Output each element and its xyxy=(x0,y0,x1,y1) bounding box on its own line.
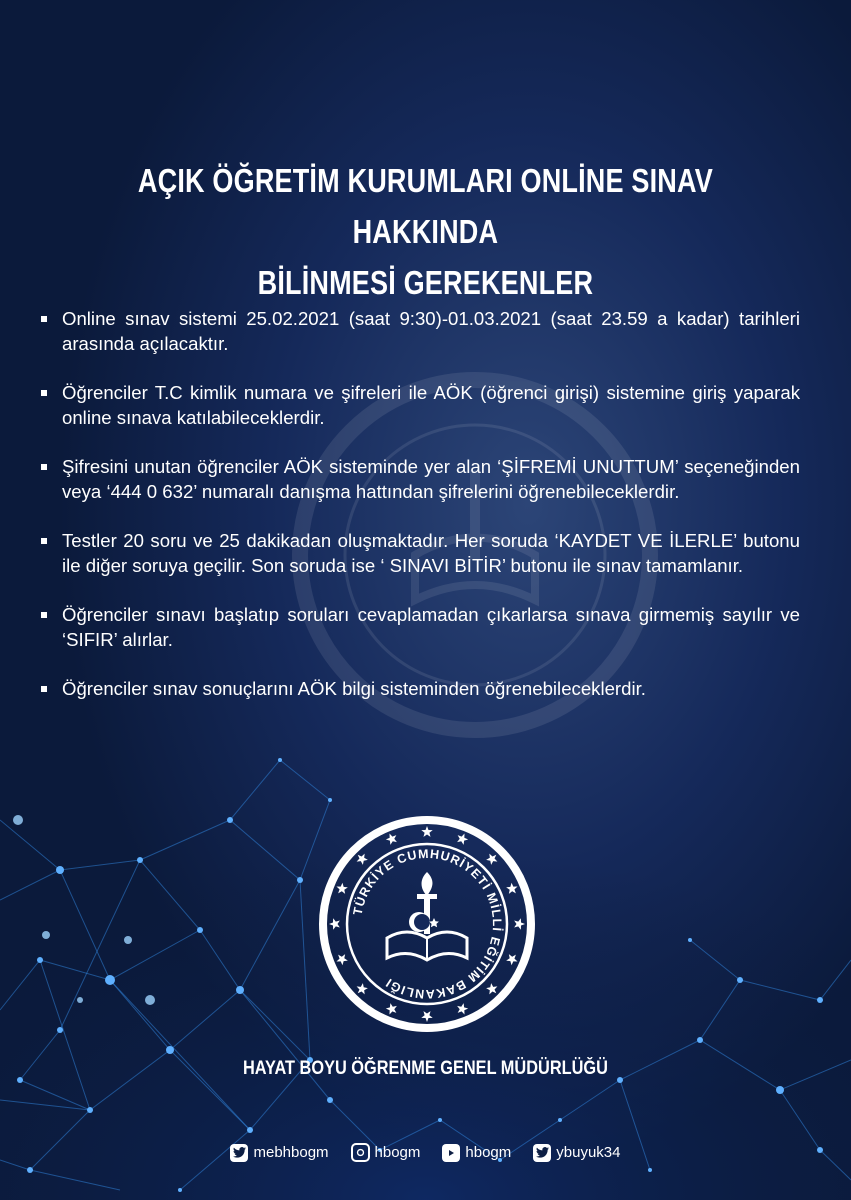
seal-star-icon xyxy=(457,833,468,844)
twitter-icon xyxy=(533,1144,551,1162)
page-title xyxy=(77,155,775,308)
list-item xyxy=(38,380,800,430)
twitter-icon xyxy=(230,1144,248,1162)
bullet-square-icon xyxy=(41,390,47,396)
social-twitter-ybuyuk34[interactable] xyxy=(533,1143,620,1162)
bullet-square-icon xyxy=(41,686,47,692)
list-item-text: Testler 20 soru ve 25 dakikadan oluşmaktadır. Her soruda ‘KAYDET VE İLERLE’ butonu ile diğer soruya geçilir. Son soruda ise ‘ SINAVI BİTİR’ butonu ile sınav tamamlanır. xyxy=(62,530,800,576)
seal-star-icon xyxy=(336,883,347,894)
list-item-text: Öğrenciler sınav sonuçlarını AÖK bilgi sisteminden öğrenebileceklerdir. xyxy=(62,678,646,699)
list-item xyxy=(38,528,800,578)
seal-star-icon xyxy=(357,983,368,994)
seal-star-icon xyxy=(329,918,340,929)
info-list xyxy=(38,306,800,725)
seal-star-icon xyxy=(486,854,497,865)
list-item xyxy=(38,306,800,356)
list-item xyxy=(38,602,800,652)
bullet-square-icon xyxy=(41,464,47,470)
title-line-2: BİLİNMESİ GEREKENLER xyxy=(257,264,594,301)
seal-star-icon xyxy=(421,826,432,837)
seal-star-icon xyxy=(506,883,517,894)
bullet-square-icon xyxy=(41,316,47,322)
seal-star-icon xyxy=(506,954,517,965)
list-item xyxy=(38,676,800,701)
social-handle: hbogm xyxy=(465,1144,512,1161)
organization-name: HAYAT BOYU ÖĞRENME GENEL MÜDÜRLÜĞÜ xyxy=(242,1058,608,1079)
social-youtube-hbogm[interactable] xyxy=(442,1143,511,1162)
list-item xyxy=(38,454,800,504)
list-item-text: Öğrenciler T.C kimlik numara ve şifreleri ile AÖK (öğrenci girişi) sistemine giriş yaparak online sınava katılabileceklerdir. xyxy=(62,382,800,428)
seal-star-icon xyxy=(514,918,525,929)
social-twitter-mebhbogm[interactable] xyxy=(230,1143,328,1162)
bullet-square-icon xyxy=(41,612,47,618)
seal-star-icon xyxy=(336,954,347,965)
list-item-text: Online sınav sistemi 25.02.2021 (saat 9:30)-01.03.2021 (saat 23.59 a kadar) tarihleri arasında açılacaktır. xyxy=(62,308,800,354)
social-links xyxy=(0,1143,851,1162)
social-handle: hbogm xyxy=(374,1144,421,1161)
social-handle: mebhbogm xyxy=(253,1144,329,1161)
seal-star-icon xyxy=(386,1003,397,1014)
seal-star-icon xyxy=(357,854,368,865)
seal-text: TÜRKİYE CUMHURİYETİ MİLLİ EĞİTİM BAKANLIĞI xyxy=(350,846,505,1002)
instagram-icon xyxy=(351,1143,370,1162)
title-line-1: AÇIK ÖĞRETİM KURUMLARI ONLİNE SINAV HAKKINDA xyxy=(137,162,713,250)
list-item-text: Şifresini unutan öğrenciler AÖK sisteminde yer alan ‘ŞİFREMİ UNUTTUM’ seçeneğinden veya ‘444 0 632’ numaralı danışma hattından şifrelerini öğrenebileceklerdir. xyxy=(62,456,800,502)
seal-star-icon xyxy=(386,833,397,844)
list-item-text: Öğrenciler sınavı başlatıp soruları cevaplamadan çıkarlarsa sınava girmemiş sayılır ve ‘SIFIR’ alırlar. xyxy=(62,604,800,650)
youtube-icon xyxy=(442,1144,460,1162)
social-handle: ybuyuk34 xyxy=(556,1144,621,1161)
social-instagram-hbogm[interactable] xyxy=(351,1143,421,1162)
ministry-seal-logo xyxy=(313,810,541,1038)
seal-star-icon xyxy=(457,1003,468,1014)
seal-star-icon xyxy=(421,1011,432,1022)
seal-star-icon xyxy=(486,983,497,994)
bullet-square-icon xyxy=(41,538,47,544)
